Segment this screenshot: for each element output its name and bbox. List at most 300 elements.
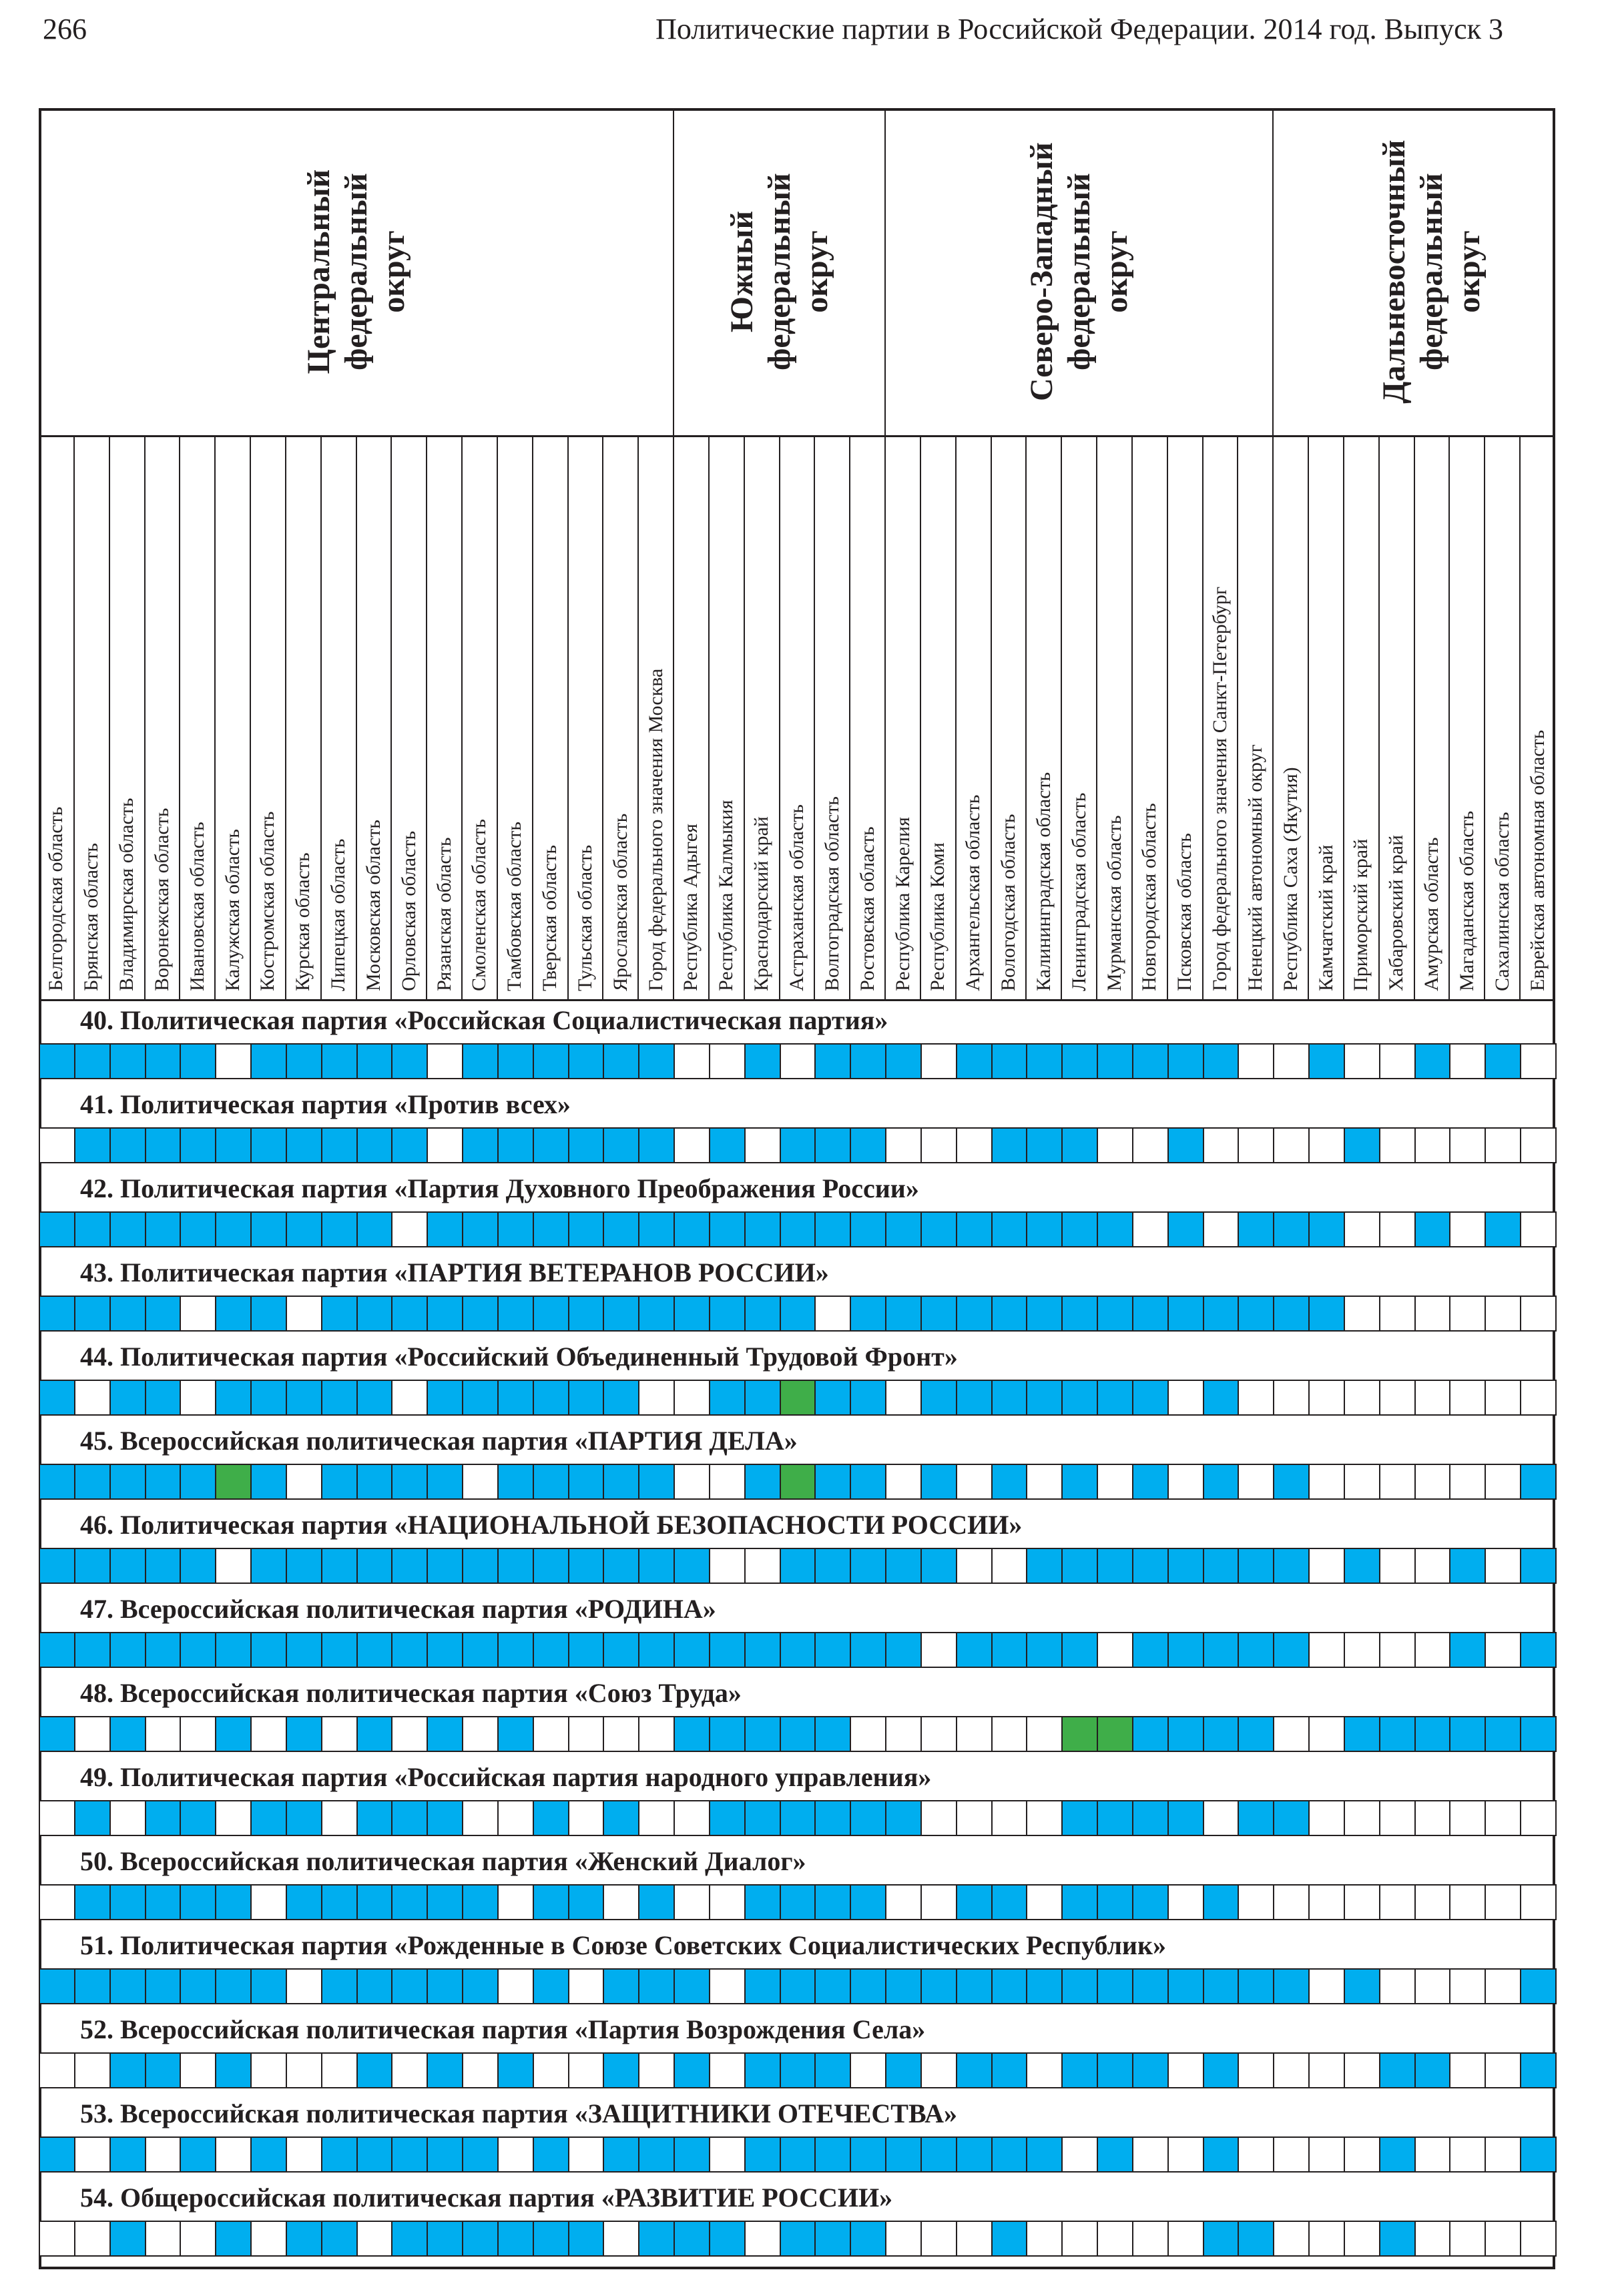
region-cell	[39, 1716, 75, 1752]
region-divider	[1519, 435, 1521, 999]
region-header: Курская область	[292, 852, 314, 991]
region-cell	[180, 1884, 216, 1920]
region-cell	[1238, 1716, 1274, 1752]
region-cell	[1167, 1211, 1204, 1247]
region-cell	[1308, 1211, 1345, 1247]
region-cell	[674, 2052, 710, 2088]
region-cell	[145, 1464, 182, 1500]
region-cell	[109, 1464, 146, 1500]
region-cell	[1485, 2052, 1521, 2088]
region-cell	[1097, 2052, 1133, 2088]
region-header: Белгородская область	[45, 806, 67, 991]
region-cell	[321, 1968, 358, 2004]
region-cell	[533, 1211, 569, 1247]
region-cell	[744, 1043, 781, 1079]
region-cell	[286, 1548, 322, 1584]
region-cell	[780, 2052, 816, 2088]
region-cell	[1344, 1211, 1380, 1247]
region-cell	[180, 2221, 216, 2257]
region-cell	[956, 1043, 993, 1079]
region-header: Приморский край	[1350, 838, 1372, 991]
region-cell	[1449, 1296, 1486, 1332]
region-cell	[391, 1464, 428, 1500]
region-cell	[427, 1211, 463, 1247]
region-cell	[1203, 1464, 1240, 1500]
region-cell	[1097, 1548, 1133, 1584]
region-cell	[885, 1800, 922, 1836]
region-cell	[850, 2052, 886, 2088]
region-cell	[1097, 1296, 1133, 1332]
region-header: Республика Коми	[926, 842, 949, 991]
region-cell	[956, 2221, 993, 2257]
region-cell	[39, 1548, 75, 1584]
region-cell	[74, 1127, 111, 1163]
region-divider	[1272, 435, 1274, 999]
region-header: Ростовская область	[856, 826, 878, 991]
page-number: 266	[43, 13, 87, 45]
region-cell	[814, 1632, 851, 1668]
region-cell	[356, 1464, 393, 1500]
region-header: Магаданская область	[1455, 810, 1478, 991]
region-cell	[956, 2052, 993, 2088]
region-cell	[1167, 2136, 1204, 2173]
region-cell	[1273, 1464, 1310, 1500]
region-cell	[1132, 2052, 1169, 2088]
region-cell	[1132, 1127, 1169, 1163]
region-cell	[250, 1296, 287, 1332]
region-cell	[39, 2136, 75, 2173]
region-cell	[74, 1464, 111, 1500]
region-cell	[1379, 1884, 1416, 1920]
district-header: Дальневосточный федеральный округ	[1376, 139, 1487, 404]
region-cell	[180, 1296, 216, 1332]
region-cell	[1061, 1800, 1098, 1836]
region-cell	[991, 1296, 1028, 1332]
region-cell	[744, 1380, 781, 1416]
region-cell	[1344, 1296, 1380, 1332]
region-cell	[533, 1716, 569, 1752]
region-cell	[497, 1464, 534, 1500]
region-divider	[602, 435, 603, 999]
region-cell	[1308, 1127, 1345, 1163]
region-cell	[74, 1548, 111, 1584]
region-cell	[814, 1968, 851, 2004]
region-divider	[214, 435, 216, 999]
region-divider	[497, 435, 498, 999]
region-divider	[1237, 435, 1238, 999]
region-cell	[1061, 1127, 1098, 1163]
region-header: Калининградская область	[1032, 772, 1055, 991]
region-cell	[850, 1716, 886, 1752]
region-cell	[462, 1968, 499, 2004]
region-cell	[1097, 1211, 1133, 1247]
region-cell	[920, 1464, 957, 1500]
region-cell	[920, 1211, 957, 1247]
region-cell	[391, 1127, 428, 1163]
region-cell	[1344, 1800, 1380, 1836]
region-cell	[109, 1043, 146, 1079]
region-cell	[321, 1548, 358, 1584]
region-cell	[286, 1127, 322, 1163]
region-cell	[885, 1296, 922, 1332]
region-cell	[991, 1043, 1028, 1079]
region-divider	[673, 435, 674, 999]
region-cell	[427, 1800, 463, 1836]
region-cell	[462, 1464, 499, 1500]
region-divider	[1025, 435, 1027, 999]
region-cell	[674, 1800, 710, 1836]
region-header: Рязанская область	[433, 837, 455, 991]
region-cell	[321, 1127, 358, 1163]
region-cell	[321, 1884, 358, 1920]
region-cell	[145, 1968, 182, 2004]
region-cell	[920, 1800, 957, 1836]
region-cell	[391, 1548, 428, 1584]
region-header: Липецкая область	[327, 838, 350, 991]
region-header: Сахалинская область	[1491, 812, 1513, 991]
region-divider	[144, 435, 146, 999]
region-cell	[920, 1380, 957, 1416]
region-cell	[603, 2052, 639, 2088]
region-cell	[1132, 1884, 1169, 1920]
region-cell	[1449, 1884, 1486, 1920]
region-cell	[1167, 1884, 1204, 1920]
region-cell	[780, 1548, 816, 1584]
region-cell	[1520, 1884, 1557, 1920]
region-cell	[1414, 1800, 1451, 1836]
region-cell	[1414, 1548, 1451, 1584]
region-cell	[427, 2136, 463, 2173]
region-cell	[1203, 1127, 1240, 1163]
region-cell	[568, 1716, 605, 1752]
region-cell	[603, 1548, 639, 1584]
region-header: Астраханская область	[786, 804, 808, 991]
region-cell	[391, 2221, 428, 2257]
region-cell	[1061, 1716, 1098, 1752]
region-cell	[780, 1716, 816, 1752]
region-cell	[1132, 1296, 1169, 1332]
region-cell	[497, 2136, 534, 2173]
region-cell	[956, 1211, 993, 1247]
region-cell	[1238, 2136, 1274, 2173]
region-cell	[744, 1884, 781, 1920]
region-cell	[215, 2052, 252, 2088]
region-cell	[674, 1632, 710, 1668]
region-cell	[920, 1968, 957, 2004]
region-cell	[533, 1043, 569, 1079]
region-cell	[991, 2221, 1028, 2257]
region-cell	[814, 1464, 851, 1500]
region-cell	[850, 1211, 886, 1247]
region-cell	[356, 1548, 393, 1584]
party-title: 52. Всероссийская политическая партия «Партия Возрождения Села»	[80, 2014, 926, 2044]
region-cell	[391, 1884, 428, 1920]
region-cell	[1273, 2136, 1310, 2173]
region-cell	[814, 1716, 851, 1752]
region-cell	[956, 1296, 993, 1332]
region-cell	[1308, 2221, 1345, 2257]
region-cell	[1097, 1632, 1133, 1668]
region-header: Волгоградская область	[820, 796, 843, 991]
region-divider	[1448, 435, 1450, 999]
region-cell	[709, 1127, 746, 1163]
region-cell	[1520, 1296, 1557, 1332]
region-cell	[533, 1464, 569, 1500]
region-cell	[356, 1716, 393, 1752]
region-cell	[1061, 1211, 1098, 1247]
region-cell	[1061, 1884, 1098, 1920]
region-cell	[674, 1127, 710, 1163]
region-cell	[427, 1716, 463, 1752]
region-cell	[356, 1296, 393, 1332]
region-cell	[1308, 1716, 1345, 1752]
region-divider	[1343, 435, 1344, 999]
region-cell	[1203, 1968, 1240, 2004]
region-cell	[109, 1800, 146, 1836]
region-cell	[1097, 2221, 1133, 2257]
region-divider	[920, 435, 921, 999]
region-cell	[39, 1800, 75, 1836]
region-cell	[744, 1296, 781, 1332]
region-cell	[850, 1632, 886, 1668]
region-cell	[250, 2221, 287, 2257]
region-header: Хабаровский край	[1385, 835, 1408, 991]
region-cell	[250, 1380, 287, 1416]
region-cell	[74, 1800, 111, 1836]
region-cell	[180, 2052, 216, 2088]
region-cell	[391, 2052, 428, 2088]
region-cell	[215, 1043, 252, 1079]
region-cell	[814, 1884, 851, 1920]
region-header: Калужская область	[221, 829, 244, 991]
region-cell	[638, 1716, 675, 1752]
region-cell	[1344, 1464, 1380, 1500]
region-cell	[1238, 1800, 1274, 1836]
region-cell	[744, 2136, 781, 2173]
region-cell	[109, 1632, 146, 1668]
region-cell	[462, 1800, 499, 1836]
region-cell	[1379, 1968, 1416, 2004]
region-divider	[320, 435, 322, 999]
region-cell	[1308, 2052, 1345, 2088]
region-cell	[956, 1380, 993, 1416]
region-cell	[286, 1716, 322, 1752]
region-cell	[1485, 1043, 1521, 1079]
district-row-divider	[39, 435, 1555, 437]
region-cell	[568, 1127, 605, 1163]
region-divider	[1167, 435, 1168, 999]
region-cell	[568, 1380, 605, 1416]
region-divider	[1131, 435, 1133, 999]
region-cell	[603, 2136, 639, 2173]
region-cell	[1308, 2136, 1345, 2173]
region-cell	[427, 1884, 463, 1920]
region-cell	[1273, 1127, 1310, 1163]
region-cell	[1167, 1548, 1204, 1584]
region-cell	[709, 1968, 746, 2004]
region-cell	[780, 1800, 816, 1836]
region-cell	[180, 1800, 216, 1836]
region-cell	[991, 1716, 1028, 1752]
region-cell	[744, 2221, 781, 2257]
region-cell	[920, 2136, 957, 2173]
region-cell	[638, 1884, 675, 1920]
district-header: Северо-Западный федеральный округ	[1023, 142, 1134, 401]
region-cell	[568, 1043, 605, 1079]
region-cell	[674, 1380, 710, 1416]
region-cell	[850, 1380, 886, 1416]
region-cell	[1061, 1043, 1098, 1079]
region-cell	[180, 1464, 216, 1500]
region-cell	[814, 1043, 851, 1079]
region-cell	[286, 2136, 322, 2173]
region-header: Владимирская область	[115, 798, 138, 991]
region-cell	[1167, 1127, 1204, 1163]
region-cell	[1203, 1380, 1240, 1416]
region-cell	[603, 1800, 639, 1836]
region-cell	[1485, 1127, 1521, 1163]
region-cell	[1273, 1380, 1310, 1416]
region-cell	[1026, 1884, 1063, 1920]
region-cell	[391, 1968, 428, 2004]
region-cell	[638, 1296, 675, 1332]
region-cell	[674, 2136, 710, 2173]
region-cell	[180, 1632, 216, 1668]
region-cell	[1097, 1968, 1133, 2004]
region-cell	[1485, 1884, 1521, 1920]
region-cell	[674, 1296, 710, 1332]
region-cell	[1132, 1968, 1169, 2004]
region-cell	[568, 1296, 605, 1332]
party-title: 44. Политическая партия «Российский Объединенный Трудовой Фронт»	[80, 1342, 958, 1372]
region-cell	[1485, 1716, 1521, 1752]
region-cell	[1449, 1632, 1486, 1668]
region-cell	[850, 1884, 886, 1920]
region-cell	[1449, 1380, 1486, 1416]
region-header: Смоленская область	[468, 819, 491, 991]
region-cell	[286, 1296, 322, 1332]
region-cell	[956, 1716, 993, 1752]
region-cell	[1273, 2052, 1310, 2088]
region-cell	[1414, 2052, 1451, 2088]
region-divider	[1096, 435, 1097, 999]
region-cell	[1097, 1884, 1133, 1920]
region-header: Московская область	[362, 820, 384, 991]
region-cell	[1238, 1043, 1274, 1079]
region-cell	[780, 2136, 816, 2173]
region-cell	[215, 1127, 252, 1163]
region-cell	[1203, 1632, 1240, 1668]
region-cell	[1485, 1548, 1521, 1584]
region-cell	[1485, 1296, 1521, 1332]
region-cell	[1026, 1548, 1063, 1584]
region-header: Костромская область	[256, 811, 279, 991]
region-cell	[286, 1884, 322, 1920]
region-cell	[1026, 2221, 1063, 2257]
region-cell	[744, 1211, 781, 1247]
region-cell	[1485, 1632, 1521, 1668]
region-cell	[321, 1296, 358, 1332]
region-cell	[1449, 1043, 1486, 1079]
region-cell	[1485, 2221, 1521, 2257]
region-cell	[991, 1464, 1028, 1500]
region-cell	[215, 1632, 252, 1668]
region-header: Орловская область	[397, 830, 420, 991]
region-cell	[1379, 1800, 1416, 1836]
region-cell	[497, 1884, 534, 1920]
region-cell	[920, 1043, 957, 1079]
region-cell	[145, 1043, 182, 1079]
region-cell	[780, 1884, 816, 1920]
region-cell	[1132, 1800, 1169, 1836]
region-cell	[885, 1884, 922, 1920]
region-cell	[39, 1043, 75, 1079]
region-cell	[1167, 2052, 1204, 2088]
region-cell	[250, 1548, 287, 1584]
region-cell	[39, 1127, 75, 1163]
region-cell	[1203, 1548, 1240, 1584]
region-cell	[1238, 1632, 1274, 1668]
region-cell	[39, 1968, 75, 2004]
region-cell	[497, 1800, 534, 1836]
region-cell	[638, 1127, 675, 1163]
region-cell	[321, 1800, 358, 1836]
region-header: Тверская область	[539, 844, 561, 991]
region-cell	[427, 1380, 463, 1416]
region-cell	[744, 1464, 781, 1500]
region-cell	[462, 2221, 499, 2257]
region-cell	[215, 1296, 252, 1332]
region-cell	[462, 1296, 499, 1332]
region-cell	[74, 2052, 111, 2088]
region-cell	[1379, 1380, 1416, 1416]
region-header: Вологодская область	[997, 814, 1020, 991]
region-cell	[991, 1632, 1028, 1668]
region-cell	[533, 1884, 569, 1920]
region-cell	[286, 1464, 322, 1500]
region-cell	[991, 2136, 1028, 2173]
region-cell	[709, 1716, 746, 1752]
region-cell	[215, 1800, 252, 1836]
region-cell	[462, 1380, 499, 1416]
region-cell	[462, 1127, 499, 1163]
region-cell	[1026, 1632, 1063, 1668]
region-cell	[1414, 1632, 1451, 1668]
region-cell	[1132, 2221, 1169, 2257]
region-header: Тамбовская область	[503, 821, 526, 991]
region-cell	[180, 2136, 216, 2173]
region-cell	[1026, 1127, 1063, 1163]
region-cell	[1308, 1968, 1345, 2004]
region-row-divider	[39, 999, 1555, 1001]
region-cell	[215, 2221, 252, 2257]
region-cell	[603, 1464, 639, 1500]
region-cell	[1520, 2136, 1557, 2173]
region-cell	[1061, 1548, 1098, 1584]
region-divider	[426, 435, 427, 999]
region-cell	[321, 1211, 358, 1247]
region-cell	[991, 1127, 1028, 1163]
region-cell	[850, 1800, 886, 1836]
region-cell	[356, 1043, 393, 1079]
region-cell	[109, 1968, 146, 2004]
region-cell	[1414, 1127, 1451, 1163]
region-cell	[744, 1800, 781, 1836]
region-cell	[1308, 1632, 1345, 1668]
region-cell	[1414, 1884, 1451, 1920]
region-header: Город федерального значения Санкт-Петербург	[1209, 586, 1232, 991]
region-cell	[533, 1380, 569, 1416]
